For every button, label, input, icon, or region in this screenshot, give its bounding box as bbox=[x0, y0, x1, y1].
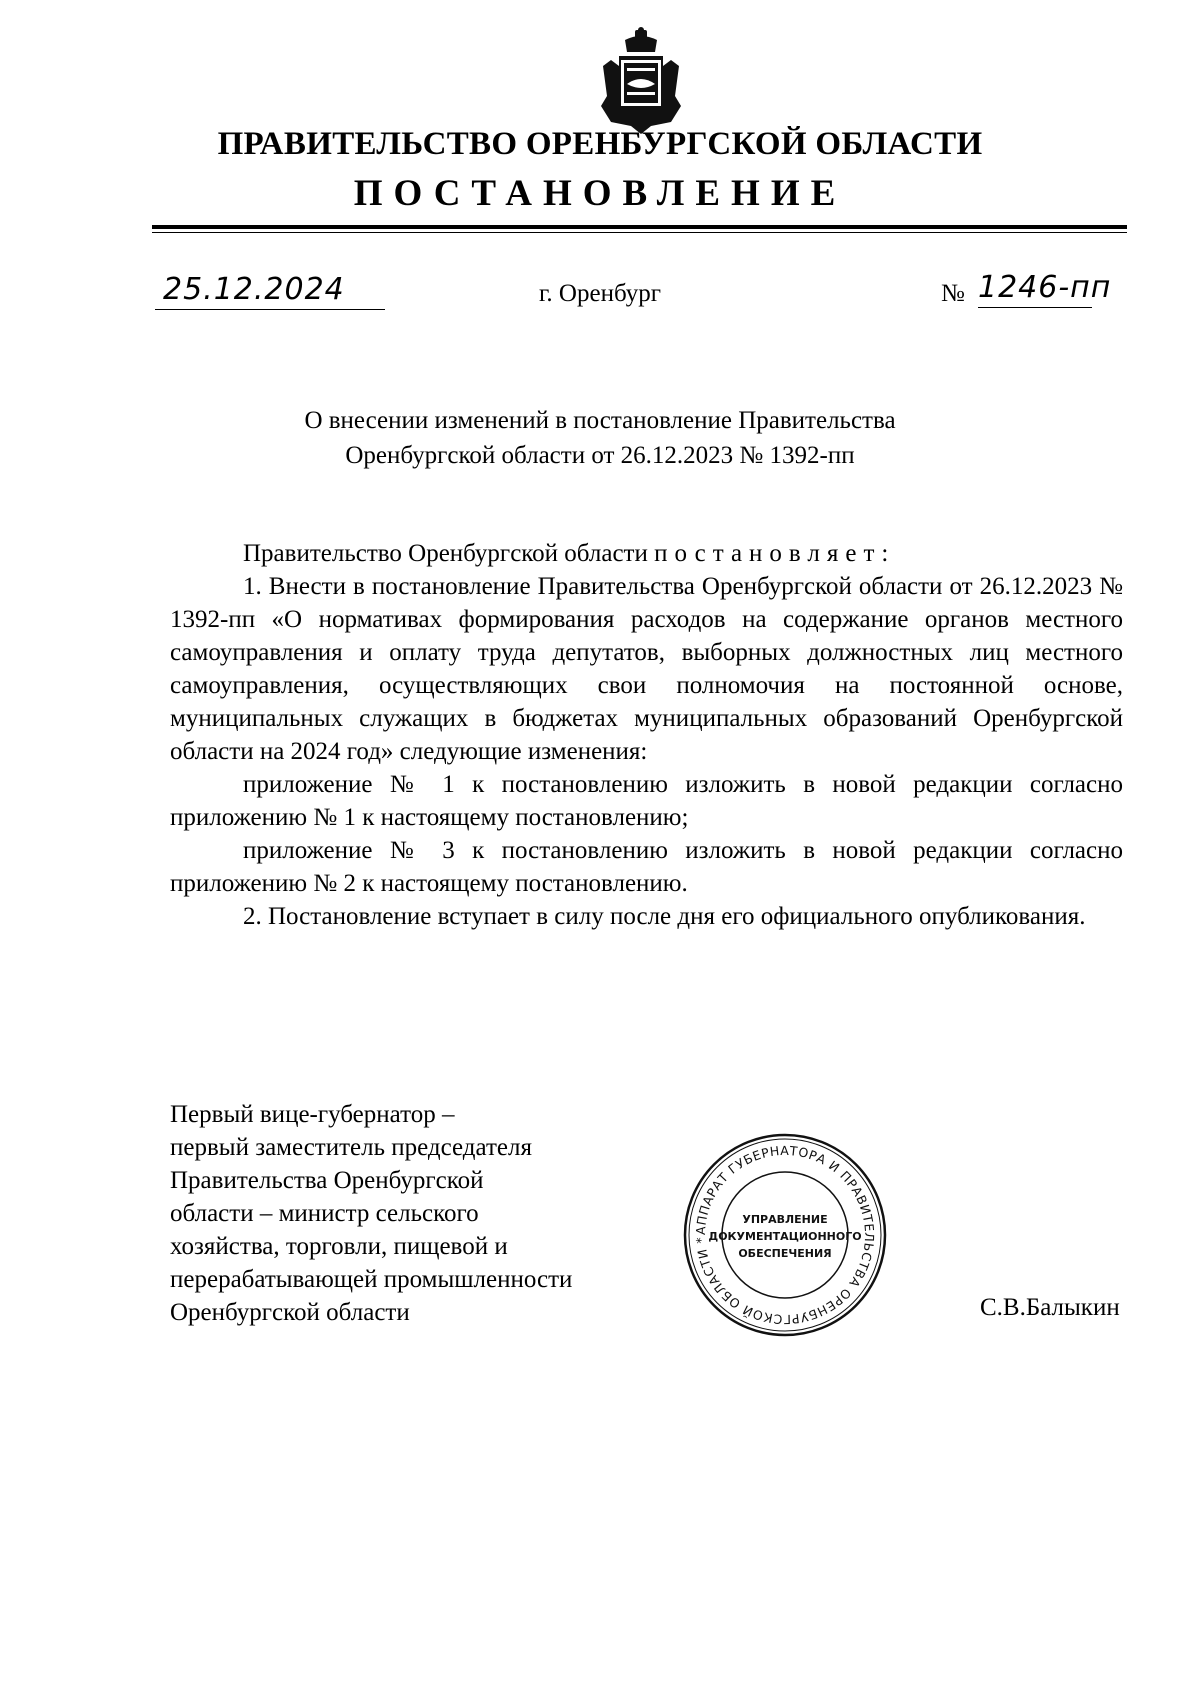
signatory-title bbox=[170, 1098, 670, 1329]
preamble-verb: постановляет bbox=[654, 540, 882, 567]
subject-line: Оренбургской области от 26.12.2023 № 1392-пп bbox=[345, 442, 855, 469]
clause-1-subitem: приложение № 1 к постановлению изложить в новой редакции согласно приложению № 1 к настоящему постановлению; bbox=[170, 771, 1123, 831]
document-type-title: ПОСТАНОВЛЕНИЕ bbox=[353, 173, 847, 214]
document-date: 25.12.2024 bbox=[163, 272, 345, 307]
signatory-line: Правительства Оренбургской bbox=[170, 1167, 484, 1194]
signatory-line: первый заместитель председателя bbox=[170, 1134, 532, 1161]
document-subject bbox=[0, 403, 1200, 473]
stamp-ring-text: АППАРАТ ГУБЕРНАТОРА И ПРАВИТЕЛЬСТВА ОРЕНБУРГСКОЙ ОБЛАСТИ * bbox=[692, 1142, 878, 1328]
document-body bbox=[170, 537, 1123, 933]
signatory-line: хозяйства, торговли, пищевой и bbox=[170, 1233, 508, 1260]
preamble-colon: : bbox=[881, 540, 889, 567]
number-underline bbox=[978, 307, 1092, 308]
header-divider bbox=[152, 225, 1127, 229]
oblast-coat-of-arms-icon bbox=[597, 26, 685, 136]
preamble-subject: Правительство Оренбургской области bbox=[243, 540, 648, 567]
signatory-line: области – министр сельского bbox=[170, 1200, 479, 1227]
signatory-line: перерабатывающей промышленности bbox=[170, 1266, 573, 1293]
preamble bbox=[170, 537, 1123, 570]
clause-1-subitem: приложение № 3 к постановлению изложить в новой редакции согласно приложению № 2 к настоящему постановлению. bbox=[170, 837, 1123, 897]
government-title: ПРАВИТЕЛЬСТВО ОРЕНБУРГСКОЙ ОБЛАСТИ bbox=[217, 126, 983, 162]
stamp-center-text: ДОКУМЕНТАЦИОННОГО bbox=[708, 1230, 862, 1243]
document-number: 1246-пп bbox=[978, 270, 1112, 305]
subject-line: О внесении изменений в постановление Правительства bbox=[304, 407, 896, 434]
clause-1: 1. Внести в постановление Правительства Оренбургской области от 26.12.2023 № 1392-пп «О нормативах формирования расходов на содержание органов местного самоуправления и оплату труда депутатов, выборных должностных лиц местного самоуправления, осуществляющих свои полномочия на постоянной основе, муниципальных служащих в бюджетах муниципальных образований Оренбургской области на 2024 год» следующие изменения: bbox=[170, 573, 1123, 765]
stamp-center-text: ОБЕСПЕЧЕНИЯ bbox=[738, 1247, 832, 1260]
signatory-name: С.В.Балыкин bbox=[980, 1294, 1120, 1321]
document-number-label: № bbox=[941, 280, 965, 307]
stamp-center-text: УПРАВЛЕНИЕ bbox=[742, 1213, 828, 1226]
official-stamp bbox=[680, 1130, 890, 1340]
clause-2: 2. Постановление вступает в силу после дня его официального опубликования. bbox=[243, 903, 1086, 930]
signatory-line: Оренбургской области bbox=[170, 1299, 410, 1326]
document-city: г. Оренбург bbox=[539, 280, 661, 307]
header-divider-thin bbox=[152, 232, 1127, 233]
signatory-line: Первый вице-губернатор – bbox=[170, 1101, 455, 1128]
date-underline bbox=[155, 309, 385, 310]
